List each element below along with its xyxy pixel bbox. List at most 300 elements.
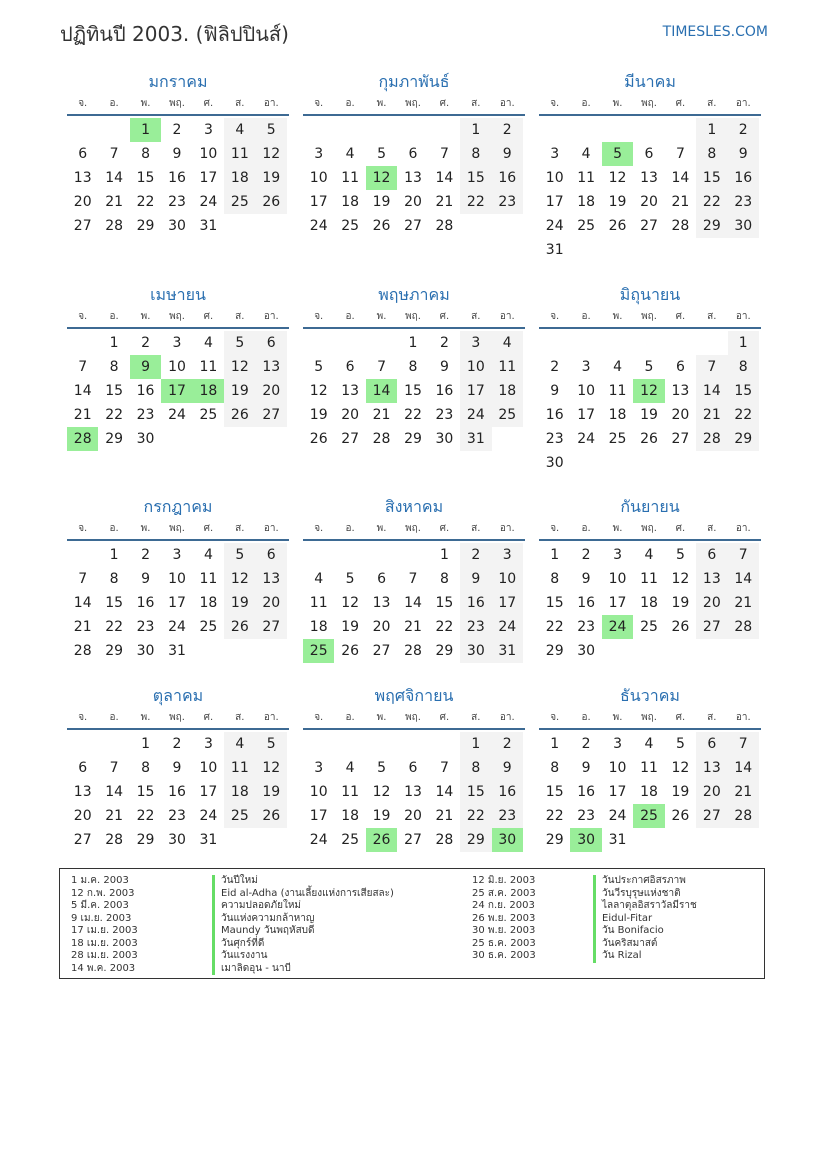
day-cell: 27: [696, 615, 727, 639]
day-cell: 15: [545, 595, 564, 611]
day-cell: 12: [372, 784, 391, 800]
day-cell: 14: [404, 595, 422, 611]
holiday-day-cell: 28: [67, 427, 98, 451]
day-cell: 29: [404, 431, 422, 447]
weekday-label: อ.: [109, 523, 119, 534]
weekday-label: อ.: [345, 712, 355, 723]
day-cell: 12: [671, 571, 690, 587]
holiday-legend: [59, 868, 765, 979]
day-cell: 6: [256, 543, 287, 567]
day-cell: 19: [341, 619, 360, 635]
month-block: [67, 70, 289, 238]
day-cell: 26: [224, 615, 255, 639]
day-cell: 7: [439, 760, 449, 776]
day-cell: 22: [460, 190, 491, 214]
weekday-label: พ.: [140, 712, 151, 723]
weekday-label: ศ.: [675, 98, 686, 109]
empty-cell: [366, 118, 397, 142]
day-cell: 24: [168, 619, 186, 635]
weekday-label: อา.: [263, 523, 279, 534]
holiday-day-cell: 18: [193, 379, 224, 403]
day-cell: 11: [608, 383, 627, 399]
day-grid: [67, 331, 289, 451]
empty-cell: [334, 118, 365, 142]
day-cell: 18: [224, 780, 255, 804]
weekday-label: พ.: [612, 98, 623, 109]
month-name: มีนาคม: [624, 72, 676, 91]
day-cell: 15: [105, 595, 124, 611]
day-grid: [539, 732, 761, 852]
day-cell: 3: [581, 359, 591, 375]
weekday-label: พฤ.: [405, 311, 421, 322]
empty-cell: [67, 543, 98, 567]
day-cell: 17: [460, 379, 491, 403]
day-cell: 26: [608, 218, 627, 234]
weekday-label: พ.: [140, 311, 151, 322]
day-cell: 4: [581, 146, 591, 162]
month-name: กรกฎาคม: [143, 497, 213, 516]
weekday-label: อา.: [735, 311, 751, 322]
day-cell: 30: [577, 643, 596, 659]
day-cell: 17: [199, 170, 218, 186]
day-cell: 27: [696, 804, 727, 828]
legend-date: 9 เม.ย. 2003: [71, 912, 132, 924]
month-block: [303, 684, 525, 852]
day-cell: 6: [345, 359, 355, 375]
day-cell: 1: [439, 547, 449, 563]
day-cell: 8: [109, 571, 119, 587]
month-name: เมษายน: [150, 285, 206, 304]
day-cell: 16: [545, 407, 564, 423]
day-cell: 11: [640, 760, 658, 776]
day-cell: 19: [640, 407, 658, 423]
day-cell: 13: [256, 567, 287, 591]
legend-date: 25 ธ.ค. 2003: [472, 937, 536, 949]
day-cell: 4: [644, 736, 654, 752]
empty-cell: [67, 732, 98, 756]
day-cell: 18: [608, 407, 627, 423]
day-cell: 7: [728, 732, 759, 756]
weekday-label: พฤ.: [641, 523, 657, 534]
day-grid: [539, 543, 761, 663]
day-cell: 31: [460, 427, 491, 451]
day-cell: 17: [199, 784, 218, 800]
day-cell: 7: [109, 146, 119, 162]
legend-date: 30 ธ.ค. 2003: [472, 950, 536, 961]
day-cell: 22: [404, 407, 422, 423]
day-cell: 11: [640, 571, 658, 587]
day-cell: 23: [168, 194, 186, 210]
day-cell: 24: [309, 832, 328, 848]
day-cell: 14: [435, 784, 454, 800]
legend-date: 1 ม.ค. 2003: [71, 875, 129, 886]
month-block: [303, 70, 525, 238]
month-name: กันยายน: [620, 497, 680, 516]
day-cell: 17: [168, 595, 186, 611]
day-cell: 18: [309, 619, 328, 635]
day-cell: 23: [492, 804, 523, 828]
weekday-label: ศ.: [439, 712, 450, 723]
holiday-day-cell: 1: [130, 118, 161, 142]
day-cell: 14: [728, 756, 759, 780]
day-cell: 21: [728, 591, 759, 615]
holiday-day-cell: 12: [366, 166, 397, 190]
day-cell: 20: [372, 619, 391, 635]
day-cell: 28: [671, 218, 690, 234]
day-cell: 13: [73, 170, 92, 186]
day-cell: 2: [141, 335, 151, 351]
holiday-day-cell: 26: [366, 828, 397, 852]
day-cell: 24: [309, 218, 328, 234]
empty-cell: [397, 543, 428, 567]
day-cell: 15: [435, 595, 454, 611]
legend-date: 25 ส.ค. 2003: [472, 887, 536, 899]
legend-date: 26 พ.ย. 2003: [472, 912, 536, 924]
day-cell: 8: [408, 359, 418, 375]
day-cell: 28: [372, 431, 391, 447]
legend-date: 12 ก.พ. 2003: [71, 887, 135, 899]
day-cell: 8: [460, 756, 491, 780]
weekday-label: อา.: [735, 712, 751, 723]
day-cell: 22: [545, 619, 564, 635]
day-cell: 16: [435, 383, 454, 399]
day-cell: 14: [671, 170, 690, 186]
day-cell: 19: [256, 780, 287, 804]
empty-cell: [429, 118, 460, 142]
day-cell: 5: [675, 736, 685, 752]
day-cell: 19: [671, 595, 690, 611]
day-cell: 12: [671, 760, 690, 776]
day-cell: 1: [109, 547, 119, 563]
day-cell: 20: [73, 194, 92, 210]
weekday-label: ส.: [235, 311, 245, 322]
weekday-label: พ.: [612, 712, 623, 723]
legend-date: 12 มิ.ย. 2003: [472, 875, 536, 886]
day-cell: 1: [460, 118, 491, 142]
weekday-header: [539, 519, 761, 541]
weekday-label: จ.: [78, 712, 88, 723]
weekday-label: พ.: [612, 523, 623, 534]
day-cell: 13: [404, 784, 422, 800]
legend-holiday-name: ไลลาตุลอิสราวัลมีราช: [593, 900, 697, 913]
day-cell: 10: [545, 170, 564, 186]
day-cell: 28: [435, 832, 454, 848]
legend-holiday-name: วัน Rizal: [593, 950, 697, 963]
day-cell: 16: [168, 784, 186, 800]
day-cell: 23: [492, 190, 523, 214]
day-cell: 27: [341, 431, 360, 447]
day-cell: 3: [314, 760, 324, 776]
day-cell: 20: [671, 407, 690, 423]
day-cell: 12: [309, 383, 328, 399]
day-cell: 26: [224, 403, 255, 427]
weekday-label: ส.: [707, 712, 717, 723]
day-cell: 20: [640, 194, 658, 210]
legend-date: 17 เม.ย. 2003: [71, 925, 138, 936]
day-cell: 30: [545, 455, 564, 471]
day-cell: 7: [78, 359, 88, 375]
day-grid: [67, 118, 289, 238]
empty-cell: [67, 331, 98, 355]
day-cell: 1: [408, 335, 418, 351]
day-cell: 12: [608, 170, 627, 186]
empty-cell: [570, 331, 601, 355]
day-cell: 25: [608, 431, 627, 447]
day-cell: 16: [492, 166, 523, 190]
weekday-label: ศ.: [203, 98, 214, 109]
day-cell: 9: [439, 359, 449, 375]
day-cell: 3: [460, 331, 491, 355]
holiday-day-cell: 30: [570, 828, 601, 852]
weekday-label: อา.: [735, 98, 751, 109]
empty-cell: [98, 118, 129, 142]
day-grid: [303, 543, 525, 663]
weekday-label: ศ.: [439, 523, 450, 534]
empty-cell: [366, 543, 397, 567]
day-cell: 22: [136, 808, 155, 824]
day-cell: 15: [136, 170, 155, 186]
weekday-label: พฤ.: [169, 311, 185, 322]
day-cell: 2: [460, 543, 491, 567]
weekday-label: อ.: [581, 311, 591, 322]
legend-holiday-name: วันศุกร์ที่ดี: [212, 938, 394, 951]
day-cell: 10: [199, 146, 218, 162]
holiday-day-cell: 5: [602, 142, 633, 166]
day-cell: 2: [141, 547, 151, 563]
day-cell: 5: [224, 331, 255, 355]
legend-holiday-name: วันปีใหม่: [212, 875, 394, 888]
day-cell: 30: [435, 431, 454, 447]
weekday-label: ศ.: [203, 311, 214, 322]
day-cell: 6: [377, 571, 387, 587]
empty-cell: [334, 543, 365, 567]
day-cell: 28: [435, 218, 454, 234]
day-cell: 25: [224, 190, 255, 214]
weekday-label: ศ.: [675, 712, 686, 723]
day-cell: 18: [199, 595, 218, 611]
day-cell: 28: [105, 832, 124, 848]
day-cell: 27: [404, 832, 422, 848]
day-cell: 27: [372, 643, 391, 659]
day-cell: 10: [199, 760, 218, 776]
day-cell: 16: [577, 595, 596, 611]
month-block: [303, 495, 525, 663]
legend-date: 18 เม.ย. 2003: [71, 937, 138, 949]
day-cell: 1: [550, 547, 560, 563]
day-cell: 25: [577, 218, 596, 234]
day-cell: 31: [545, 242, 564, 258]
legend-left-dates: [71, 875, 138, 975]
day-cell: 23: [577, 619, 596, 635]
day-cell: 18: [640, 595, 658, 611]
day-cell: 17: [309, 808, 328, 824]
day-cell: 6: [408, 146, 418, 162]
weekday-label: พ.: [140, 523, 151, 534]
empty-cell: [334, 732, 365, 756]
empty-cell: [303, 543, 334, 567]
weekday-label: พฤ.: [641, 311, 657, 322]
weekday-header: [67, 307, 289, 329]
day-cell: 25: [341, 218, 360, 234]
day-cell: 5: [644, 359, 654, 375]
day-cell: 16: [168, 170, 186, 186]
day-cell: 10: [168, 571, 186, 587]
day-cell: 21: [671, 194, 690, 210]
day-cell: 31: [492, 639, 523, 663]
weekday-label: ส.: [471, 523, 481, 534]
weekday-label: ศ.: [203, 523, 214, 534]
weekday-label: จ.: [78, 523, 88, 534]
day-cell: 28: [728, 804, 759, 828]
weekday-header: [67, 94, 289, 116]
day-cell: 8: [109, 359, 119, 375]
weekday-label: อา.: [499, 311, 515, 322]
day-cell: 14: [73, 383, 92, 399]
empty-cell: [67, 118, 98, 142]
day-cell: 7: [675, 146, 685, 162]
day-cell: 29: [105, 643, 124, 659]
day-cell: 14: [73, 595, 92, 611]
holiday-day-cell: 25: [633, 804, 664, 828]
weekday-label: จ.: [550, 712, 560, 723]
day-cell: 29: [728, 427, 759, 451]
day-cell: 11: [309, 595, 328, 611]
day-cell: 4: [345, 146, 355, 162]
day-cell: 25: [640, 619, 658, 635]
day-cell: 16: [492, 780, 523, 804]
day-cell: 15: [460, 780, 491, 804]
weekday-label: อ.: [345, 98, 355, 109]
legend-holiday-name: วันคริสมาสต์: [593, 938, 697, 951]
day-cell: 24: [608, 808, 627, 824]
day-cell: 17: [309, 194, 328, 210]
day-cell: 13: [696, 567, 727, 591]
day-cell: 17: [577, 407, 596, 423]
day-cell: 7: [728, 543, 759, 567]
day-cell: 14: [105, 784, 124, 800]
month-name: พฤศจิกายน: [374, 686, 454, 705]
day-cell: 10: [460, 355, 491, 379]
weekday-label: จ.: [314, 98, 324, 109]
day-cell: 25: [199, 407, 218, 423]
weekday-label: อา.: [499, 98, 515, 109]
empty-cell: [429, 732, 460, 756]
day-cell: 21: [435, 194, 454, 210]
weekday-label: ส.: [707, 98, 717, 109]
day-cell: 27: [73, 218, 92, 234]
legend-holiday-name: Eid al-Adha (งานเลี้ยงแห่งการเสียสละ): [212, 888, 394, 901]
day-cell: 15: [136, 784, 155, 800]
day-cell: 21: [435, 808, 454, 824]
holiday-day-cell: 12: [633, 379, 664, 403]
legend-holiday-name: เมาลิดอุน - นาบี: [212, 963, 394, 976]
weekday-label: พฤ.: [169, 98, 185, 109]
day-cell: 13: [640, 170, 658, 186]
day-cell: 25: [341, 832, 360, 848]
day-cell: 19: [372, 808, 391, 824]
day-cell: 23: [577, 808, 596, 824]
day-cell: 12: [224, 355, 255, 379]
weekday-label: จ.: [550, 523, 560, 534]
weekday-label: พ.: [376, 523, 387, 534]
day-cell: 8: [550, 760, 560, 776]
legend-left-names: [212, 875, 394, 975]
weekday-header: [303, 708, 525, 730]
day-cell: 19: [372, 194, 391, 210]
day-cell: 11: [341, 784, 360, 800]
day-cell: 3: [203, 736, 213, 752]
day-cell: 13: [256, 355, 287, 379]
day-cell: 17: [492, 591, 523, 615]
day-cell: 5: [377, 760, 387, 776]
weekday-label: จ.: [314, 712, 324, 723]
day-cell: 26: [372, 218, 391, 234]
day-cell: 29: [460, 828, 491, 852]
day-cell: 21: [728, 780, 759, 804]
day-cell: 24: [460, 403, 491, 427]
day-cell: 12: [256, 142, 287, 166]
day-cell: 3: [172, 335, 182, 351]
empty-cell: [303, 331, 334, 355]
day-cell: 3: [492, 543, 523, 567]
day-cell: 28: [105, 218, 124, 234]
day-cell: 13: [696, 756, 727, 780]
weekday-label: พฤ.: [169, 523, 185, 534]
day-cell: 15: [545, 784, 564, 800]
day-grid: [303, 331, 525, 451]
day-cell: 2: [172, 122, 182, 138]
day-cell: 14: [435, 170, 454, 186]
legend-date: 5 มี.ค. 2003: [71, 900, 129, 911]
legend-holiday-name: วันแรงงาน: [212, 950, 394, 963]
day-cell: 18: [224, 166, 255, 190]
day-cell: 27: [640, 218, 658, 234]
brand-link[interactable]: TIMESLES.COM: [662, 24, 768, 40]
empty-cell: [539, 118, 570, 142]
day-cell: 29: [136, 832, 155, 848]
day-cell: 1: [141, 736, 151, 752]
day-cell: 23: [435, 407, 454, 423]
month-block: [539, 70, 761, 262]
day-cell: 20: [256, 591, 287, 615]
empty-cell: [397, 118, 428, 142]
weekday-label: พ.: [612, 311, 623, 322]
day-cell: 11: [492, 355, 523, 379]
day-cell: 23: [545, 431, 564, 447]
day-cell: 21: [105, 808, 124, 824]
day-cell: 19: [608, 194, 627, 210]
day-cell: 19: [309, 407, 328, 423]
day-cell: 30: [168, 218, 186, 234]
day-cell: 6: [675, 359, 685, 375]
day-cell: 23: [136, 619, 155, 635]
weekday-header: [303, 519, 525, 541]
day-cell: 21: [105, 194, 124, 210]
weekday-label: พฤ.: [405, 98, 421, 109]
day-cell: 6: [696, 543, 727, 567]
day-cell: 21: [372, 407, 391, 423]
weekday-label: ศ.: [675, 311, 686, 322]
day-cell: 17: [608, 784, 627, 800]
weekday-label: ศ.: [439, 311, 450, 322]
day-cell: 20: [73, 808, 92, 824]
day-cell: 5: [256, 732, 287, 756]
day-cell: 3: [172, 547, 182, 563]
day-cell: 30: [136, 643, 155, 659]
day-cell: 15: [105, 383, 124, 399]
day-cell: 31: [199, 832, 218, 848]
weekday-label: อ.: [109, 311, 119, 322]
